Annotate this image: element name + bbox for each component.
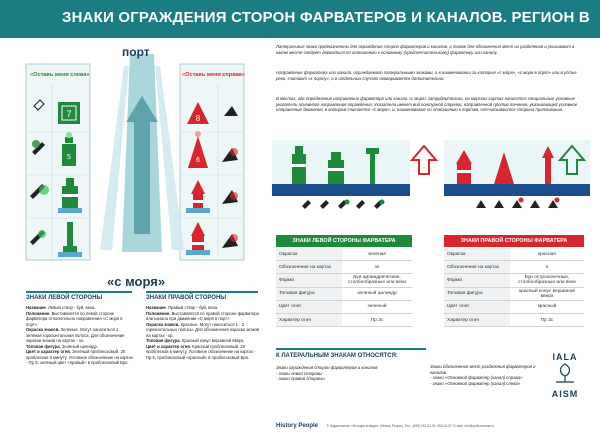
left-section-stripe bbox=[26, 291, 132, 293]
left-item: Окраска знаков. Зеленые. Могут наноситься 1 зелёная горизонтальная полоса. Для обозначения окраски знаков на картах - зл. bbox=[26, 327, 125, 343]
junction-line: - знаки «Основной фарватер (канал) слева» bbox=[430, 380, 521, 386]
lateral-line: - знаки правой стороны bbox=[276, 376, 325, 382]
junction-line: - знаки «Основной фарватер (канал) справа» bbox=[430, 375, 523, 381]
table-row: Окраска красная bbox=[444, 248, 584, 261]
left-section-title: ЗНАКИ ЛЕВОЙ СТОРОНЫ bbox=[26, 295, 103, 301]
left-keep-label: «Оставь меня слева» bbox=[30, 72, 90, 78]
intro-paragraph-3: В местах, где определение направления фарватера или канала «с моря» затруднительно, на морских картах наносятся специальные условные указатели основного направления ограждения. Указатели имеют вид контурной стрелки, направленной против течения, указывающей условное направление движения, в котором считается «с моря», и, наименование по отношению к портам, отсчитываются сторона проплывания. bbox=[276, 96, 578, 113]
table-row: Форма Буи цилиндрические, столбообразные или вехи bbox=[276, 274, 412, 287]
right-item: Цвет и характер огня. Красный проблесковый. 20 проблесков в минуту. Условное обозначение на картах - Пр К, проблесковый «красный» в проблесковый Бро. bbox=[146, 343, 256, 360]
iala-logo: IALA AISM bbox=[546, 352, 584, 402]
green-chart-symbols-row bbox=[302, 200, 385, 210]
right-item: Название. Правый створ - буй, веха. bbox=[146, 305, 219, 310]
table-row: Характер огня Пр Зс bbox=[444, 313, 584, 326]
svg-text:6: 6 bbox=[196, 157, 200, 164]
footer bbox=[276, 414, 600, 429]
table-row: Окраска зеленая bbox=[276, 248, 412, 261]
footer-brand: History People bbox=[276, 423, 319, 429]
green-table bbox=[276, 248, 412, 327]
footer-contact: © Издательство «История в лицах» (History People). Тел.: (495) 215-02-30, 660-02-07, E-mail: info@polis-ohrana.ru bbox=[326, 424, 494, 428]
svg-text:5: 5 bbox=[67, 154, 71, 161]
table-row: Характер огня Пр Зс bbox=[276, 313, 412, 326]
header-bar bbox=[0, 0, 600, 38]
right-item: Окраска знаков. Красные. Могут наноситься 1 - 2 горизонтальных полосы. Для обозначения окраски знаков на картах - кр. bbox=[146, 321, 260, 338]
lateral-title: К ЛАТЕРАЛЬНЫМ ЗНАКАМ ОТНОСЯТСЯ: bbox=[276, 353, 398, 359]
red-table-header: ЗНАКИ ПРАВОЙ СТОРОНЫ ФАРВАТЕРА bbox=[444, 235, 584, 247]
table-row: Топовая фигура зеленый цилиндр bbox=[276, 287, 412, 300]
junction-line: Знаки обозначения мест разделения фарватеров и каналов bbox=[430, 364, 536, 375]
lateral-stripe bbox=[276, 348, 426, 350]
right-item: Положение. Выставляется по правой стороне фарватера или канала при движении «С моря в порт». bbox=[146, 310, 259, 321]
green-board-7 bbox=[58, 102, 80, 124]
svg-text:7: 7 bbox=[66, 109, 72, 119]
red-chart-symbols-row bbox=[476, 198, 560, 209]
buoy-illustrations bbox=[272, 140, 590, 220]
sea-label: «с моря» bbox=[107, 274, 166, 289]
left-section-text bbox=[26, 305, 134, 366]
left-item: Название. Левый створ - буй, веха. bbox=[26, 305, 96, 310]
table-row: Обозначение на картах к bbox=[444, 261, 584, 274]
iala-emblem-icon bbox=[546, 362, 584, 384]
table-row: Цвет огня красный bbox=[444, 300, 584, 313]
right-keep-label: «Оставь меня справа» bbox=[182, 72, 245, 78]
channel-diagram bbox=[12, 44, 270, 294]
left-item: Цвет и характер огня. Зелёный проблесковый. 20 проблесков в минуту. Условное обозначение на картах - Пр З, зелёный цвет «правый» в проблесковый Бро. bbox=[26, 349, 133, 365]
lateral-line: Знаки ограждения сторон фарватеров и каналов bbox=[276, 365, 378, 370]
svg-text:8: 8 bbox=[195, 114, 201, 123]
junction-list bbox=[430, 364, 550, 386]
table-row: Топовая фигура красный конус вершиной вверх bbox=[444, 287, 584, 300]
right-section-text bbox=[146, 305, 260, 360]
intro-paragraph-2: Направление фарватера или канала, ограждаемого латеральными знаками, а в наименовании за которые «с моря», «с моря в порт» или в устье реки, считают «к порту», а в отдельных случаях оговаривается дополнительно. bbox=[276, 70, 577, 81]
green-table-header: ЗНАКИ ЛЕВОЙ СТОРОНЫ ФАРВАТЕРА bbox=[276, 235, 412, 247]
direction-arrow-left bbox=[412, 146, 436, 174]
left-item: Положение. Выставляется по левой стороне фарватера относительно направления «С моря в порт». bbox=[26, 310, 123, 327]
red-table bbox=[444, 248, 584, 327]
left-item: Топовая фигура. Зелёный цилиндр. bbox=[26, 343, 98, 349]
right-item: Топовая фигура. Красный конус вершиной вверх. bbox=[146, 338, 245, 343]
right-section-stripe bbox=[146, 291, 258, 293]
port-label: порт bbox=[122, 45, 150, 59]
right-section-title: ЗНАКИ ПРАВОЙ СТОРОНЫ bbox=[146, 295, 227, 301]
lateral-list bbox=[276, 365, 436, 382]
intro-paragraph-1: Латеральные знаки предназначены для ограждения сторон фарватеров и каналов, а также для обозначения мест их разделения и указывают в каком месте следует держаться по отношению к основному (предпочтительному) фарватеру или каналу. bbox=[276, 44, 575, 55]
table-row: Форма Буи остроконечные, столбообразные или вехи bbox=[444, 274, 584, 287]
table-row: Цвет огня зеленый bbox=[276, 300, 412, 313]
page-title: ЗНАКИ ОГРАЖДЕНИЯ СТОРОН ФАРВАТЕРОВ И КАНАЛОВ. РЕГИОН В bbox=[62, 9, 590, 26]
table-row: Обозначение на картах зл bbox=[276, 261, 412, 274]
lateral-line: - знаки левой стороны bbox=[276, 370, 323, 376]
